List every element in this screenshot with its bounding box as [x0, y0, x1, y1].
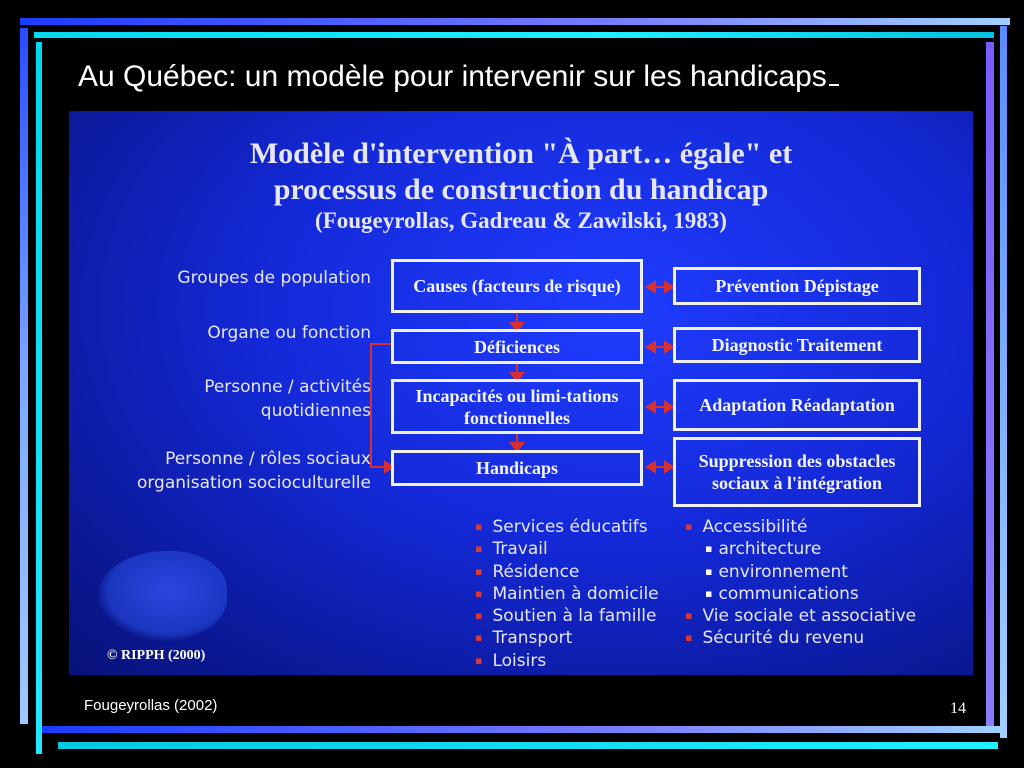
diagram-title-line1: Modèle d'intervention "À part… égale" et: [249, 137, 793, 170]
frame-bar-bottom-inner: [58, 742, 998, 749]
list-subitem: ▪ communications: [705, 583, 859, 604]
list-subitem: ▪ environnement: [705, 561, 848, 582]
list-item: ▪ Services éducatifs: [475, 516, 648, 537]
list-item: ▪ Vie sociale et associative: [685, 605, 917, 626]
intervention-box-diagnostic: Diagnostic Traitement: [673, 327, 921, 363]
list-item: ▪ Accessibilité: [685, 516, 808, 537]
footer-source: Fougeyrollas (2002): [84, 697, 218, 714]
list-item: ▪ Maintien à domicile: [475, 583, 659, 604]
frame-bar-right: [986, 42, 994, 730]
left-label-organe: Organe ou fonction: [207, 323, 371, 343]
process-box-handicaps: Handicaps: [391, 450, 643, 486]
list-item: ▪ Travail: [475, 539, 548, 559]
frame-bar-left-inner: [36, 42, 42, 754]
list-item: ▪ Soutien à la famille: [475, 605, 657, 626]
frame-bar-bottom: [42, 726, 1002, 733]
intervention-box-suppression: Suppression des obstacles sociaux à l'intégration: [673, 437, 921, 507]
left-label-population: Groupes de population: [177, 268, 371, 288]
list-services: [475, 516, 685, 672]
frame-bar-left: [20, 28, 28, 724]
list-item: ▪ Résidence: [475, 561, 580, 582]
frame-bar-top: [20, 18, 1010, 25]
list-subitem: ▪ architecture: [705, 539, 822, 559]
list-item: ▪ Transport: [475, 628, 573, 648]
frame-bar-right-outer: [1000, 26, 1007, 738]
list-accessibilite: [685, 516, 955, 650]
process-box-deficiences: Déficiences: [391, 329, 643, 364]
left-label-roles: Personne / rôles sociaux organisation socioculturelle: [136, 449, 371, 493]
list-item: ▪ Sécurité du revenu: [685, 628, 865, 648]
process-box-incapacites: Incapacités ou limi-tations fonctionnelles: [391, 379, 643, 434]
copyright: © RIPPH (2000): [107, 648, 206, 663]
frame-bar-top-inner: [34, 32, 994, 38]
slide-title: Au Québec: un modèle pour intervenir sur les handicaps: [78, 60, 839, 94]
list-item: ▪ Loisirs: [475, 650, 547, 671]
intervention-box-prevention: Prévention Dépistage: [673, 267, 921, 305]
process-box-causes: Causes (facteurs de risque): [391, 259, 643, 313]
page-number: 14: [950, 700, 966, 717]
diagram-title-line3: (Fougeyrollas, Gadreau & Zawilski, 1983): [315, 208, 727, 233]
diagram-title-line2: processus de construction du handicap: [273, 173, 769, 206]
left-label-activites: Personne / activités quotidiennes: [204, 377, 371, 421]
diagram-panel: [69, 111, 973, 675]
intervention-box-adaptation: Adaptation Réadaptation: [673, 379, 921, 431]
